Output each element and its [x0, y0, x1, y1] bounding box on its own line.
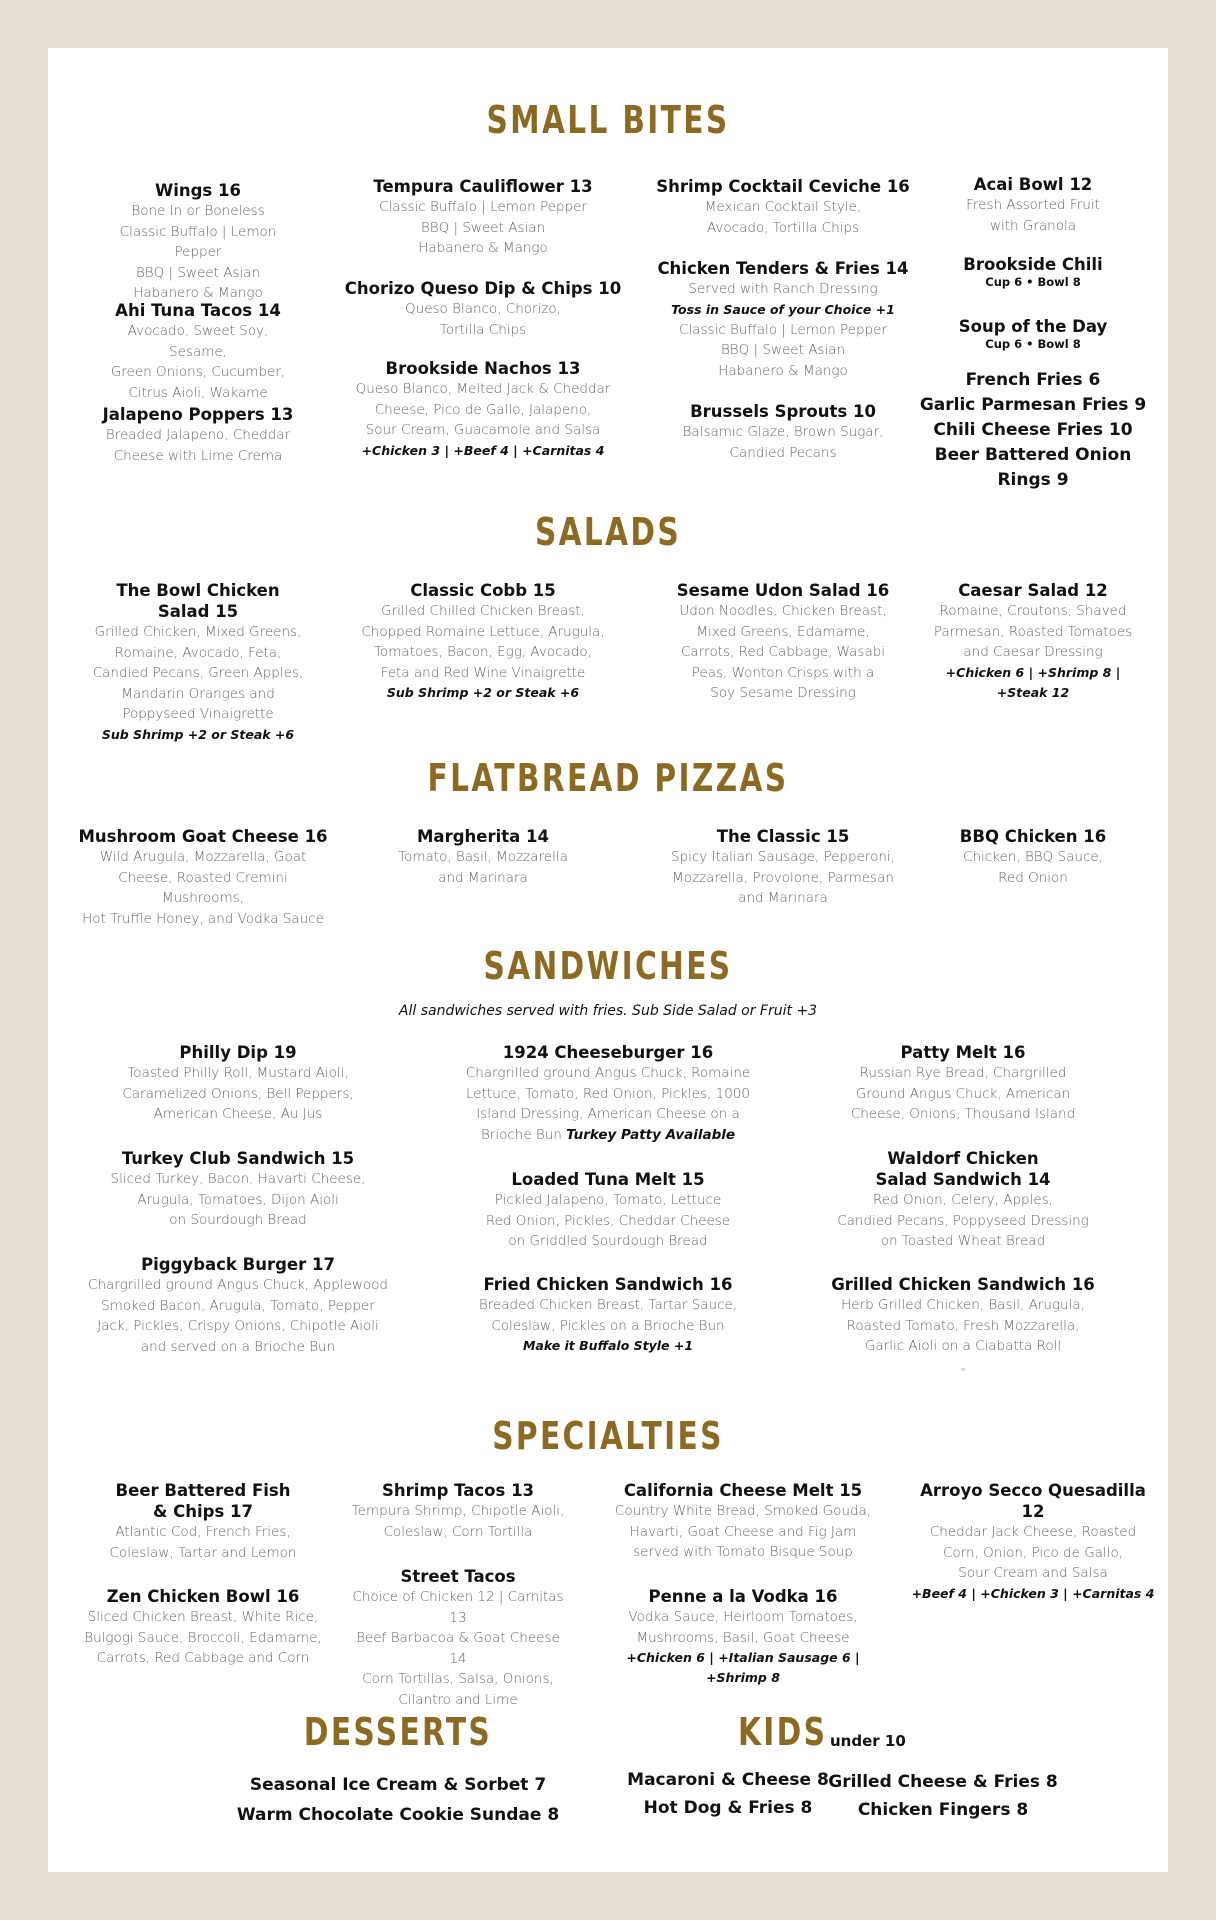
sandwiches-note: All sandwiches served with fries. Sub Side Salad or Fruit +3 — [398, 1003, 818, 1019]
menu-item-grilled-chicken-sandwich — [828, 1274, 1098, 1383]
item-desc: Wild Arugula, Mozzarella, Goat — [99, 849, 307, 865]
item-desc: Herb Grilled Chicken, Basil, Arugula, — [841, 1297, 1085, 1313]
item-title: Brussels Sprouts 10 — [690, 402, 876, 421]
item-title: Philly Dip 19 — [179, 1043, 297, 1062]
item-title: 1924 Cheeseburger 16 — [502, 1043, 714, 1062]
menu-item-brookside-chili — [928, 254, 1138, 290]
item-desc: Queso Blanco, Chorizo, — [405, 301, 561, 317]
kids-item: Hot Dog & Fries 8 — [643, 1798, 813, 1818]
item-desc: Corn Tortillas, Salsa, Onions, — [362, 1671, 554, 1687]
item-desc: on Sourdough Bread — [169, 1212, 307, 1228]
item-title: Fried Chicken Sandwich 16 — [483, 1275, 733, 1294]
item-desc: Carrots, Red Cabbage and Corn — [96, 1650, 310, 1666]
menu-item-arroyo-quesadilla — [908, 1480, 1158, 1604]
item-desc: and served on a Brioche Bun — [140, 1338, 336, 1355]
item-desc: Havarti, Goat Cheese and Fig Jam — [629, 1523, 857, 1540]
item-desc: Cheddar Jack Cheese, Roasted — [929, 1524, 1137, 1540]
menu-item-philly-dip — [88, 1042, 388, 1125]
item-title: Tempura Cauliflower 13 — [373, 177, 593, 196]
item-title: Ahi Tuna Tacos 14 — [115, 301, 281, 320]
desserts-list — [208, 1770, 588, 1830]
item-title: Turkey Club Sandwich 15 — [121, 1149, 355, 1168]
item-title: Brookside Nachos 13 — [385, 359, 581, 378]
item-desc: and Marinara — [738, 890, 828, 906]
item-desc-line — [458, 1125, 758, 1146]
item-note: Make it Buffalo Style +1 — [522, 1338, 694, 1353]
item-addons: +Chicken 3 | +Beef 4 | +Carnitas 4 — [361, 442, 605, 458]
item-title: Wings 16 — [155, 181, 241, 200]
kids-item: Macaroni & Cheese 8 — [627, 1770, 829, 1790]
item-desc: Parmesan, Roasted Tomatoes — [933, 623, 1133, 640]
item-desc: Grilled Chicken, Mixed Greens, — [94, 624, 302, 640]
item-desc: Corn, Onion, Pico de Gallo, — [943, 1544, 1123, 1561]
menu-item-shrimp-ceviche — [648, 176, 918, 238]
menu-item-brussels-sprouts — [648, 401, 918, 463]
item-title: BBQ Chicken 16 — [959, 827, 1107, 846]
item-desc: BBQ | Sweet Asian — [420, 219, 546, 236]
item-desc: Candied Pecans, Green Apples, — [92, 665, 304, 681]
item-desc: Russian Rye Bread, Chargrilled — [859, 1065, 1067, 1081]
item-desc: Breaded Chicken Breast, Tartar Sauce, — [478, 1297, 738, 1313]
item-desc: Cilantro and Lime — [398, 1691, 518, 1708]
item-title: Grilled Chicken Sandwich 16 — [831, 1275, 1095, 1294]
item-addons: Sub Shrimp +2 or Steak +6 — [386, 685, 580, 700]
item-desc: Bone In or Boneless — [131, 203, 265, 219]
item-desc: Hot Truffle Honey, and Vodka Sauce — [82, 910, 324, 927]
menu-item-penne-vodka — [613, 1586, 873, 1688]
menu-item-patty-melt — [828, 1042, 1098, 1125]
item-title: Caesar Salad 12 — [958, 581, 1108, 600]
item-desc: Beef Barbacoa & Goat Cheese 14 — [356, 1630, 560, 1667]
item-addons: +Beef 4 | +Chicken 3 | +Carnitas 4 — [911, 1585, 1155, 1601]
item-title: Beer Battered Fish — [115, 1481, 291, 1500]
item-desc: Mandarin Oranges and — [121, 685, 275, 702]
item-title: The Bowl Chicken Salad 15 — [116, 581, 280, 621]
section-title-flatbread: FLATBREAD PIZZAS — [427, 756, 789, 800]
stray-mark: " — [960, 1365, 966, 1379]
menu-item-turkey-club — [88, 1148, 388, 1231]
menu-item-california-cheese-melt — [613, 1480, 873, 1563]
item-title: Shrimp Tacos 13 — [381, 1481, 535, 1500]
item-desc: Candied Pecans, Poppyseed Dressing — [837, 1212, 1089, 1229]
item-title: Chorizo Queso Dip & Chips 10 — [344, 279, 622, 298]
menu-item-shrimp-tacos — [348, 1480, 568, 1542]
item-desc: served with Tomato Bisque Soup — [633, 1544, 853, 1560]
item-desc: Vodka Sauce, Heirloom Tomatoes, — [628, 1609, 858, 1625]
item-desc: Brioche Bun — [480, 1126, 562, 1143]
item-desc: and Caesar Dressing — [963, 644, 1103, 660]
item-desc: Peas, Wonton Crisps with a — [691, 664, 875, 681]
item-desc: with Granola — [989, 217, 1077, 234]
item-desc: Poppyseed Vinaigrette — [122, 706, 274, 722]
kids-age-note: under 10 — [830, 1732, 906, 1750]
dessert-item: Seasonal Ice Cream & Sorbet 7 — [249, 1775, 547, 1795]
item-desc: Tomatoes, Bacon, Egg, Avocado, — [374, 644, 592, 660]
menu-item-ahi-tuna — [98, 300, 298, 403]
item-desc: Avocado, Sweet Soy, Sesame, — [127, 323, 269, 360]
item-desc: Arugula, Tomatoes, Dijon Aioli — [137, 1191, 339, 1208]
item-desc: Grilled Chilled Chicken Breast, — [381, 603, 585, 619]
item-desc: Chargrilled ground Angus Chuck, Romaine — [465, 1065, 751, 1081]
menu-item-bowl-chicken-salad — [88, 580, 308, 745]
item-desc: Coleslaw, Tartar and Lemon — [109, 1544, 297, 1561]
item-title: Piggyback Burger 17 — [141, 1255, 335, 1274]
item-desc: Red Onion, Celery, Apples, — [873, 1192, 1053, 1208]
menu-item-piggyback-burger — [88, 1254, 388, 1357]
item-desc: Coleslaw, Pickles on a Brioche Bun — [491, 1317, 725, 1334]
item-desc: Garlic Aioli on a Ciabatta Roll — [864, 1338, 1062, 1354]
item-title: The Classic 15 — [716, 827, 850, 846]
menu-sheet — [48, 48, 1168, 1872]
item-desc: Cheese, Pico de Gallo, Jalapeno, — [374, 401, 592, 418]
item-desc: American Cheese, Au Jus — [153, 1106, 323, 1122]
item-desc: Sliced Chicken Breast, White Rice, — [87, 1609, 319, 1625]
item-title: Jalapeno Poppers 13 — [102, 405, 294, 424]
item-desc: Choice of Chicken 12 | Carnitas 13 — [352, 1589, 564, 1626]
menu-item-street-tacos — [348, 1566, 568, 1710]
item-desc: Mexican Cocktail Style, — [704, 199, 862, 215]
side-item: Beer Battered Onion Rings 9 — [934, 445, 1132, 490]
menu-item-bbq-chicken — [928, 826, 1138, 888]
item-title: Loaded Tuna Melt 15 — [511, 1170, 705, 1189]
menu-item-chorizo-queso — [338, 278, 628, 340]
item-desc: Caramelized Onions, Bell Peppers, — [122, 1085, 354, 1102]
section-title-small-bites: SMALL BITES — [486, 98, 730, 142]
item-desc: Coleslaw, Corn Tortilla — [383, 1523, 533, 1540]
item-addons: +Chicken 6 | +Italian Sausage 6 | +Shrimp 8 — [626, 1650, 860, 1685]
item-note: Turkey Patty Available — [566, 1126, 736, 1143]
item-addons: +Chicken 6 | +Shrimp 8 | +Steak 12 — [945, 664, 1121, 700]
item-price-options: Cup 6 • Bowl 8 — [985, 275, 1081, 289]
menu-item-the-classic — [648, 826, 918, 909]
item-addons: Sub Shrimp +2 or Steak +6 — [101, 726, 295, 742]
menu-item-tempura-cauliflower — [338, 176, 628, 259]
side-item: Garlic Parmesan Fries 9 — [919, 395, 1147, 415]
item-desc: Red Onion, Pickles, Cheddar Cheese — [485, 1212, 731, 1229]
item-desc: on Toasted Wheat Bread — [880, 1233, 1046, 1249]
item-desc: Chargrilled ground Angus Chuck, Applewood — [88, 1277, 388, 1293]
menu-item-loaded-tuna-melt — [458, 1169, 758, 1252]
menu-item-brookside-nachos — [338, 358, 628, 461]
item-desc: Balsamic Glaze, Brown Sugar, — [682, 424, 884, 440]
item-desc: Citrus Aioli, Wakame — [128, 384, 268, 401]
item-title: Patty Melt 16 — [900, 1043, 1026, 1062]
item-desc: Chicken, BBQ Sauce, — [963, 849, 1103, 865]
kids-heading — [738, 1710, 978, 1770]
item-title: Margherita 14 — [417, 827, 549, 846]
item-desc: Jack, Pickles, Crispy Onions, Chipotle Aioli — [97, 1318, 379, 1334]
item-desc: BBQ | Sweet Asian — [720, 342, 846, 358]
item-desc: Sour Cream, Guacamole and Salsa — [365, 422, 601, 438]
item-desc: on Griddled Sourdough Bread — [508, 1233, 708, 1249]
section-title-salads: SALADS — [534, 510, 682, 554]
side-item: Chili Cheese Fries 10 — [933, 420, 1133, 440]
item-desc: Classic Buffalo | Lemon Pepper — [379, 199, 587, 215]
item-title: Waldorf Chicken — [887, 1149, 1039, 1168]
item-desc: Candied Pecans — [729, 444, 837, 461]
item-title: & Chips 17 — [153, 1502, 253, 1521]
item-desc: Habanero & Mango — [133, 285, 263, 301]
dessert-item: Warm Chocolate Cookie Sundae 8 — [236, 1805, 560, 1825]
menu-item-acai-bowl — [928, 174, 1138, 236]
item-desc: and Marinara — [438, 869, 528, 886]
menu-item-soup-of-day — [928, 316, 1138, 352]
menu-item-wings — [98, 180, 298, 304]
item-desc: Sliced Turkey, Bacon, Havarti Cheese, — [110, 1171, 366, 1187]
item-desc: Sour Cream and Salsa — [958, 1565, 1108, 1581]
item-title: Sesame Udon Salad 16 — [676, 581, 890, 600]
menu-item-mushroom-goat-cheese — [78, 826, 328, 929]
menu-item-fish-chips — [88, 1480, 318, 1563]
item-desc: Mozzarella, Provolone, Parmesan — [672, 869, 894, 886]
item-desc: Spicy Italian Sausage, Pepperoni, — [671, 849, 895, 865]
item-title: Brookside Chili — [963, 255, 1103, 274]
item-title: Street Tacos — [400, 1567, 516, 1586]
kids-item: Chicken Fingers 8 — [857, 1800, 1029, 1820]
item-desc: Smoked Bacon, Arugula, Tomato, Pepper — [101, 1297, 375, 1314]
kids-list-col2 — [828, 1768, 1058, 1824]
item-desc: Island Dressing, American Cheese on a — [476, 1106, 740, 1122]
menu-item-waldorf-chicken — [828, 1148, 1098, 1252]
item-desc: Carrots, Red Cabbage, Wasabi — [680, 644, 886, 660]
menu-item-fried-chicken-sandwich — [458, 1274, 758, 1356]
item-desc: Tortilla Chips — [439, 321, 527, 338]
item-desc: Tomato, Basil, Mozzarella — [398, 849, 568, 865]
item-desc: Cheese with Lime Crema — [113, 447, 283, 464]
menu-item-margherita — [368, 826, 598, 888]
menu-item-1924-cheeseburger — [458, 1042, 758, 1145]
item-desc: Breaded Jalapeno, Cheddar — [105, 427, 291, 443]
item-desc: Red Onion — [998, 869, 1068, 886]
item-title: California Cheese Melt 15 — [623, 1481, 863, 1500]
item-desc: Mixed Greens, Edamame, — [696, 623, 870, 640]
section-title-kids: KIDS — [738, 1710, 828, 1754]
item-desc: Toasted Philly Roll, Mustard Aioli, — [127, 1065, 349, 1081]
menu-sides-list — [908, 368, 1158, 493]
section-title-specialties: SPECIALTIES — [492, 1414, 724, 1458]
item-desc: Mushrooms, Basil, Goat Cheese — [636, 1629, 850, 1646]
menu-item-chicken-tenders — [648, 258, 918, 381]
item-title: Chicken Tenders & Fries 14 — [657, 259, 909, 278]
item-price-options: Cup 6 • Bowl 8 — [985, 337, 1081, 351]
item-desc: Romaine, Avocado, Feta, — [114, 644, 282, 661]
menu-item-caesar-salad — [928, 580, 1138, 703]
item-desc: Pickled Jalapeno, Tomato, Lettuce — [494, 1192, 722, 1208]
item-title: Mushroom Goat Cheese 16 — [78, 827, 328, 846]
item-title: Shrimp Cocktail Ceviche 16 — [656, 177, 910, 196]
item-desc: Classic Buffalo | Lemon Pepper — [679, 321, 887, 338]
item-desc: Romaine, Croutons, Shaved — [939, 603, 1127, 619]
side-item: French Fries 6 — [965, 370, 1101, 390]
item-desc: Udon Noodles, Chicken Breast, — [679, 603, 887, 619]
item-desc: Feta and Red Wine Vinaigrette — [380, 664, 586, 681]
item-desc: Lettuce, Tomato, Red Onion, Pickles, 1000 — [466, 1085, 750, 1102]
item-desc: Ground Angus Chuck, American — [855, 1085, 1071, 1102]
menu-item-sesame-udon — [648, 580, 918, 704]
item-desc: Cheese, Onions, Thousand Island — [850, 1106, 1076, 1122]
item-desc: Cheese, Roasted Cremini Mushrooms, — [118, 869, 288, 906]
section-title-sandwiches: SANDWICHES — [483, 944, 733, 988]
kids-list-col1 — [623, 1766, 833, 1822]
item-desc: Fresh Assorted Fruit — [966, 197, 1100, 213]
menu-item-zen-chicken-bowl — [78, 1586, 328, 1669]
item-desc: Atlantic Cod, French Fries, — [115, 1524, 291, 1540]
item-desc: Avocado, Tortilla Chips — [706, 219, 859, 236]
item-desc: Soy Sesame Dressing — [710, 685, 856, 701]
item-title: Penne a la Vodka 16 — [648, 1587, 838, 1606]
item-desc: Country White Bread, Smoked Gouda, — [614, 1503, 872, 1519]
item-title: Zen Chicken Bowl 16 — [106, 1587, 300, 1606]
item-desc: Chopped Romaine Lettuce, Arugula, — [361, 623, 605, 640]
item-note: Toss in Sauce of your Choice +1 — [671, 301, 895, 317]
item-desc: Bulgogi Sauce, Broccoli, Edamame, — [84, 1629, 322, 1646]
item-title: Soup of the Day — [958, 317, 1108, 336]
item-desc: Roasted Tomato, Fresh Mozzarella, — [846, 1317, 1080, 1334]
item-desc: Habanero & Mango — [718, 362, 848, 379]
item-title: Classic Cobb 15 — [410, 581, 556, 600]
item-desc: Served with Ranch Dressing — [688, 281, 878, 297]
item-desc: Tempura Shrimp, Chipotle Aioli, — [351, 1503, 565, 1519]
item-desc: Queso Blanco, Melted Jack & Cheddar — [355, 381, 611, 397]
kids-item: Grilled Cheese & Fries 8 — [828, 1772, 1058, 1792]
item-desc: Classic Buffalo | Lemon Pepper — [119, 223, 277, 260]
item-title: Salad Sandwich 14 — [875, 1170, 1051, 1189]
item-desc: Green Onions, Cucumber, — [110, 364, 286, 380]
item-title: Acai Bowl 12 — [973, 175, 1093, 194]
menu-item-classic-cobb — [348, 580, 618, 703]
item-title: Arroyo Secco Quesadilla 12 — [920, 1481, 1146, 1521]
section-title-desserts: DESSERTS — [303, 1710, 493, 1754]
item-desc: Habanero & Mango — [418, 240, 548, 256]
menu-item-jalapeno-poppers — [98, 404, 298, 466]
item-desc: BBQ | Sweet Asian — [135, 264, 261, 281]
